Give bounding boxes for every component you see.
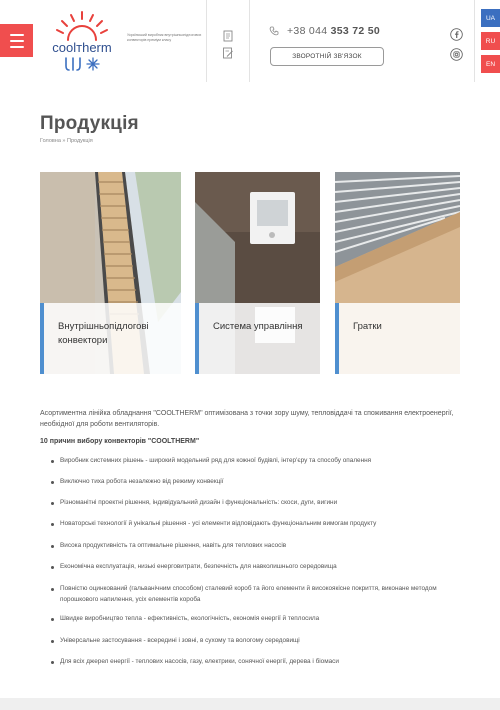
list-item: Виключно тиха робота незалежно від режиму конвекції: [51, 477, 461, 488]
phone-icon: [269, 26, 279, 36]
list-item: Економічна експлуатація, низькі енерговитрати, безпечність для навколишнього середовища: [51, 562, 461, 573]
card-title-line: Внутрішньопідлогові: [58, 321, 149, 332]
list-item: Універсальне застосування - всередині і зовні, в сухому та вологому середовищі: [51, 636, 461, 647]
lang-en[interactable]: EN: [481, 55, 500, 73]
facebook-icon[interactable]: [450, 28, 463, 41]
reasons-heading: 10 причин вибору конвекторів "COOLTHERM": [40, 438, 200, 445]
callback-button[interactable]: ЗВОРОТНІЙ ЗВ'ЯЗОК: [270, 47, 384, 66]
product-card-grilles[interactable]: [335, 172, 460, 374]
list-item: Новаторські технології й унікальні рішення - усі елементи відповідають функціональним вимогам продукту: [51, 519, 461, 530]
breadcrumb[interactable]: Головна » Продукція: [40, 138, 93, 144]
list-item: Висока продуктивність та оптимальне рішення, навіть для теплових насосів: [51, 541, 461, 552]
list-item: Швидке виробництво тепла - ефективність, екологічність, економія енергії й теплосила: [51, 614, 461, 625]
list-item: Повністю оцинкований (гальванічним способом) сталевий короб та його елементи й високоякісне покриття, виконане методом порошкового напилення, усіх елементів короба: [51, 584, 461, 605]
coolthem-logo[interactable]: [46, 8, 118, 80]
lang-ua[interactable]: UA: [481, 9, 500, 27]
logo-wordmark: coolтherm: [52, 40, 112, 55]
divider: [206, 0, 207, 82]
list-item: Для всіх джерел енергії - теплових насосів, газу, електрики, сонячної енергії, дерева і біомаси: [51, 657, 461, 668]
card-label: [335, 303, 460, 374]
page-title: Продукція: [40, 113, 139, 134]
intro-paragraph: Асортиментна лінійка обладнання "COOLTHERM" оптимізована з точки зору шуму, тепловіддачі та споживання електроенергії, необхідної для роботи вентиляторів.: [40, 410, 454, 428]
card-label: [195, 303, 320, 374]
menu-button[interactable]: [0, 24, 33, 57]
product-card-control-system[interactable]: [195, 172, 320, 374]
hamburger-icon: [10, 34, 24, 36]
phone-prefix: +38 044: [287, 25, 328, 37]
lang-ru[interactable]: RU: [481, 32, 500, 50]
document-edit-icon[interactable]: [222, 47, 234, 59]
list-item: Різноманітні проектні рішення, індивідуальний дизайн і функціональність: скоси, дуги, вигини: [51, 498, 461, 509]
instagram-icon[interactable]: [450, 48, 463, 61]
card-title-line: Гратки: [353, 321, 382, 332]
brand-tagline: Український виробник внутрішньопідлогових конвекторів преміум класу: [127, 33, 202, 42]
divider: [474, 0, 475, 82]
product-card-convectors[interactable]: [40, 172, 181, 374]
card-title-line: конвектори: [58, 335, 108, 346]
divider: [249, 0, 250, 82]
card-label: [40, 303, 181, 374]
site-header: [0, 0, 500, 82]
list-item: Виробник системних рішень - широкий модельний ряд для кожної будівлі, інтер'єру та способу опалення: [51, 456, 461, 467]
phone-contact[interactable]: [269, 25, 380, 37]
footer-strip: [0, 698, 500, 710]
card-title-line: Система управління: [213, 321, 303, 332]
phone-number: 353 72 50: [330, 25, 380, 37]
document-icon[interactable]: [222, 30, 234, 42]
